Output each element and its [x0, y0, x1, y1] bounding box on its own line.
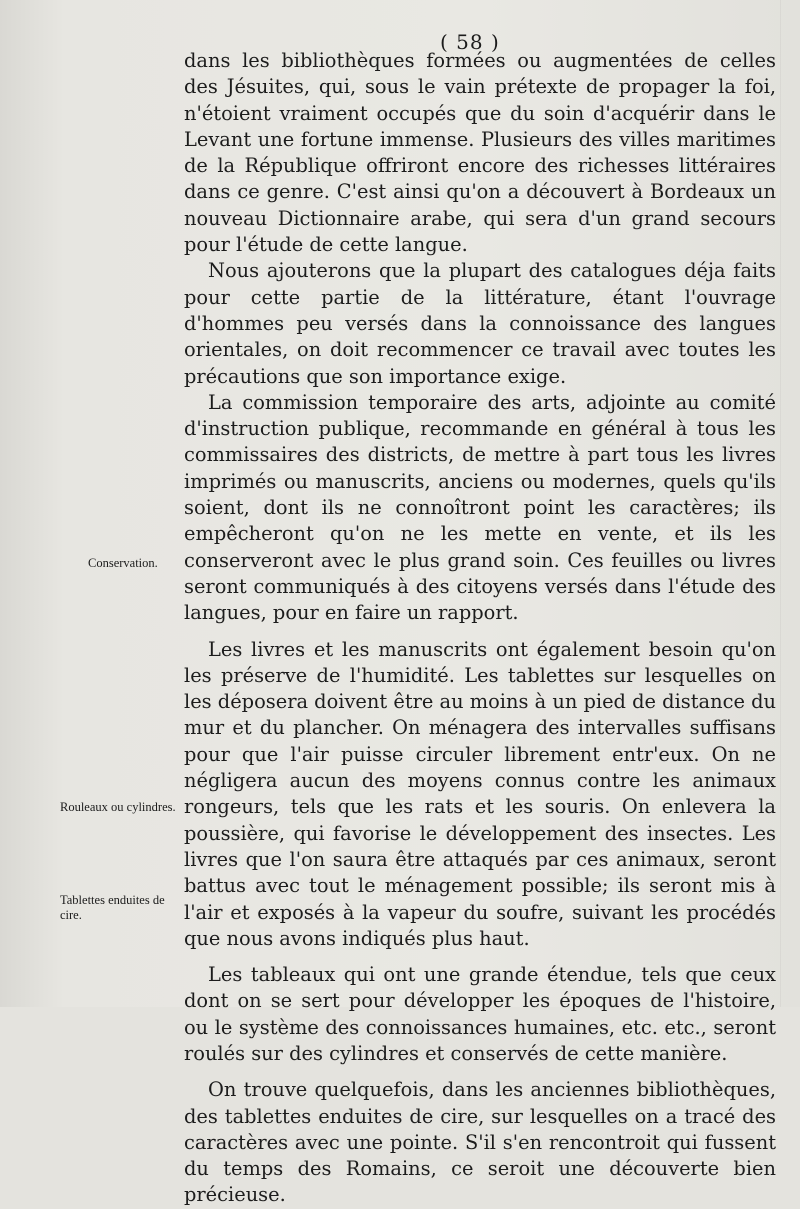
paragraph-3: La commission temporaire des arts, adjointe au comité d'instruction publique, recommande en général à tous les commissaires des districts, de mettre à part tous les livres imprimés ou manuscrits, anciens ou modernes, quels qu'ils soient, dont ils ne connoîtront point les caractères; ils empêcheront qu'on ne les mette en vente, et ils les conserveront avec le plus grand soin. Ces feuilles ou livres seront communiqués à des citoyens versés dans l'étude des langues, pour en faire un rapport.	[184, 390, 776, 625]
margin-note-tablettes: Tablettes enduites de cire.	[60, 893, 165, 922]
paragraph-4-conservation: Les livres et les manuscrits ont également besoin qu'on les préserve de l'humidité. Les tablettes sur lesquelles on les déposera doivent être au moins à un pied de distance du mur et du plancher. On ménagera des intervalles suffisans pour que l'air puisse circuler librement entr'eux. On ne négligera aucun des moyens connus contre les animaux rongeurs, tels que les rats et les souris. On enlevera la poussière, qui favorise le développement des insectes. Les livres que l'on saura être attaqués par ces animaux, seront battus avec tout le ménagement possible; ils seront mis à l'air et exposés à la vapeur du soufre, suivant les procédés que nous avons indiqués plus haut.	[184, 637, 776, 950]
page-edge-shadow	[780, 0, 781, 1007]
body-text	[184, 48, 776, 1209]
paragraph-2: Nous ajouterons que la plupart des catalogues déja faits pour cette partie de la littérature, étant l'ouvrage d'hommes peu versés dans la connoissance des langues orientales, on doit recommencer ce travail avec toutes les précautions que son importance exige.	[184, 259, 776, 388]
paragraph-1: dans les bibliothèques formées ou augmentées de celles des Jésuites, qui, sous le vain prétexte de propager la foi, n'étoient vraiment occupés que du soin d'acquérir dans le Levant une fortune immense. Plusieurs des villes maritimes de la République offriront encore des richesses littéraires dans ce genre. C'est ainsi qu'on a découvert à Bordeaux un nouveau Dictionnaire arabe, qui sera d'un grand secours pour l'étude de cette langue.	[184, 49, 776, 257]
paragraph-5-rouleaux: Les tableaux qui ont une grande étendue, tels que ceux dont on se sert pour développer les époques de l'histoire, ou le système des connoissances humaines, etc. etc., seront roulés sur des cylindres et conservés de cette manière.	[184, 963, 776, 1065]
paragraph-6-tablettes: On trouve quelquefois, dans les anciennes bibliothèques, des tablettes enduites de cire, sur lesquelles on a tracé des caractères avec une pointe. S'il s'en rencontroit qui fussent du temps des Romains, ce seroit une découverte bien précieuse.	[184, 1078, 776, 1207]
margin-note-rouleaux: Rouleaux ou cylindres.	[60, 800, 176, 814]
page-number: ( 58 )	[440, 30, 500, 54]
margin-note-conservation: Conservation.	[88, 556, 158, 570]
